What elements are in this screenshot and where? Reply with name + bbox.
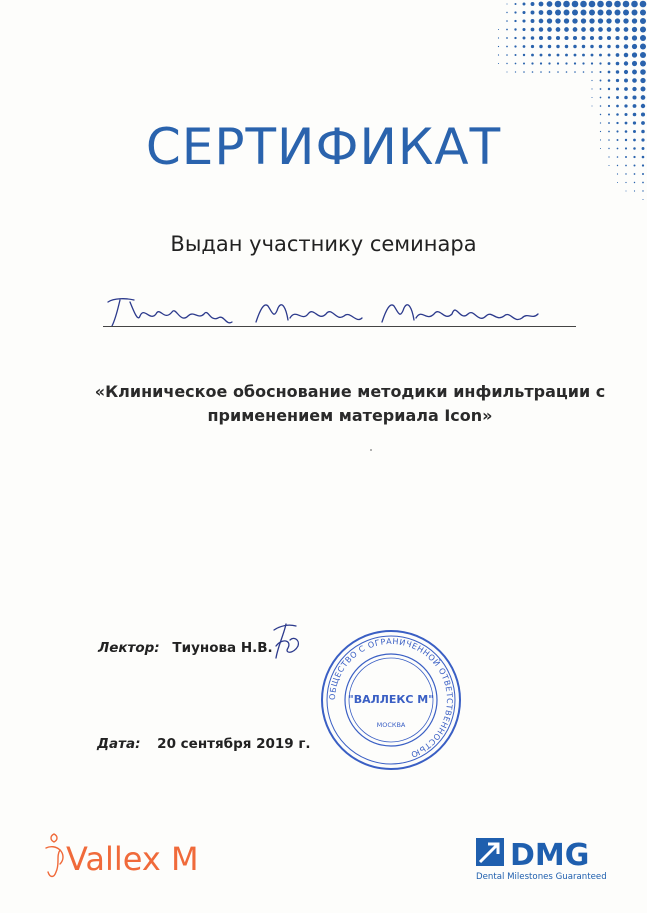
pattern-dot bbox=[563, 1, 570, 8]
pattern-dot bbox=[566, 71, 568, 73]
pattern-dot bbox=[564, 27, 569, 32]
pattern-dot bbox=[581, 36, 585, 40]
pattern-dot bbox=[539, 36, 543, 40]
pattern-dot bbox=[600, 80, 602, 82]
lecturer-row bbox=[98, 640, 273, 656]
pattern-dot bbox=[531, 45, 534, 48]
pattern-dot bbox=[607, 27, 612, 32]
pattern-dot bbox=[565, 54, 568, 57]
pattern-dot bbox=[640, 52, 646, 58]
date-label: Дата: bbox=[97, 736, 141, 752]
pattern-dot bbox=[597, 1, 604, 8]
pattern-dot bbox=[632, 10, 638, 16]
pattern-dot bbox=[600, 71, 602, 73]
pattern-dot bbox=[539, 45, 542, 48]
pattern-dot bbox=[506, 20, 508, 22]
pattern-dot bbox=[523, 71, 525, 73]
pattern-dot bbox=[625, 182, 626, 183]
pattern-dot bbox=[531, 2, 535, 6]
pattern-dot bbox=[632, 35, 637, 40]
pattern-dot bbox=[599, 62, 601, 64]
pattern-dot bbox=[556, 27, 561, 32]
pattern-dot bbox=[633, 104, 637, 108]
pattern-dot bbox=[600, 114, 601, 115]
vallex-logo bbox=[42, 828, 252, 884]
pattern-dot bbox=[531, 19, 535, 23]
pattern-dot bbox=[498, 63, 499, 64]
pattern-dot bbox=[556, 36, 560, 40]
pattern-dot bbox=[590, 45, 593, 48]
pattern-dot bbox=[581, 10, 587, 16]
pattern-dot bbox=[522, 11, 525, 14]
pattern-dot bbox=[531, 11, 535, 15]
pattern-dot bbox=[555, 10, 561, 16]
pattern-dot bbox=[616, 105, 619, 108]
pattern-dot bbox=[574, 71, 576, 73]
pattern-dot bbox=[624, 44, 628, 48]
pattern-dot bbox=[632, 44, 637, 49]
pattern-dot bbox=[642, 199, 643, 200]
pattern-dot bbox=[572, 10, 578, 16]
pattern-dot bbox=[547, 27, 552, 32]
pattern-dot bbox=[608, 105, 610, 107]
pattern-dot bbox=[615, 36, 619, 40]
pattern-dot bbox=[598, 36, 602, 40]
pattern-dot bbox=[632, 78, 637, 83]
certificate-subtitle: Выдан участнику семинара bbox=[170, 232, 477, 256]
pattern-dot bbox=[633, 113, 637, 117]
pattern-dot bbox=[640, 18, 646, 24]
pattern-dot bbox=[582, 62, 584, 64]
pattern-dot bbox=[591, 97, 592, 98]
pattern-dot bbox=[523, 54, 525, 56]
pattern-dot bbox=[624, 113, 627, 116]
pattern-dot bbox=[624, 61, 628, 65]
pattern-dot bbox=[624, 104, 627, 107]
pattern-dot bbox=[640, 9, 646, 15]
pattern-dot bbox=[632, 70, 637, 75]
pattern-dot bbox=[557, 54, 560, 57]
pattern-dot bbox=[555, 1, 562, 8]
pattern-dot bbox=[565, 62, 567, 64]
pattern-dot bbox=[548, 54, 551, 57]
pattern-dot bbox=[608, 96, 610, 98]
pattern-dot bbox=[540, 54, 543, 57]
pattern-dot bbox=[616, 53, 620, 57]
lecturer-signature bbox=[266, 618, 306, 668]
pattern-dot bbox=[608, 54, 611, 57]
pattern-dot bbox=[641, 112, 645, 116]
pattern-dot bbox=[589, 10, 595, 16]
pattern-dot bbox=[632, 61, 637, 66]
pattern-dot bbox=[539, 27, 543, 31]
pattern-dot bbox=[582, 54, 585, 57]
pattern-dot bbox=[555, 18, 560, 23]
pattern-dot bbox=[522, 19, 525, 22]
pattern-dot bbox=[642, 190, 643, 191]
pattern-dot bbox=[531, 54, 534, 57]
date-value: 20 сентября 2019 г. bbox=[157, 736, 311, 752]
pattern-dot bbox=[531, 62, 533, 64]
pattern-dot bbox=[557, 71, 559, 73]
pattern-dot bbox=[616, 87, 619, 90]
pattern-dot bbox=[582, 45, 585, 48]
pattern-dot bbox=[506, 29, 508, 31]
pattern-dot bbox=[640, 43, 646, 49]
company-stamp bbox=[316, 625, 466, 775]
stamp-center-text: "ВАЛЛЕКС М" bbox=[348, 693, 434, 706]
pattern-dot bbox=[608, 114, 610, 116]
pattern-dot bbox=[498, 46, 499, 47]
pattern-dot bbox=[632, 95, 636, 99]
pattern-dot bbox=[624, 36, 628, 40]
pattern-dot bbox=[498, 54, 499, 55]
pattern-dot bbox=[640, 78, 645, 83]
pattern-dot bbox=[523, 3, 526, 6]
pattern-dot bbox=[506, 46, 508, 48]
pattern-dot bbox=[592, 106, 593, 107]
dmg-logo bbox=[470, 834, 630, 886]
pattern-dot bbox=[640, 26, 646, 32]
pattern-dot bbox=[523, 45, 526, 48]
pattern-dot bbox=[614, 1, 621, 8]
pattern-dot bbox=[506, 54, 508, 56]
pattern-dot bbox=[539, 10, 544, 15]
pattern-dot bbox=[599, 54, 602, 57]
pattern-dot bbox=[514, 11, 516, 13]
pattern-dot bbox=[615, 18, 620, 23]
pattern-dot bbox=[548, 45, 551, 48]
pattern-dot bbox=[632, 27, 637, 32]
pattern-dot bbox=[574, 62, 576, 64]
vallex-logo-text: Vallex M bbox=[66, 840, 199, 878]
pattern-dot bbox=[623, 18, 628, 23]
pattern-dot bbox=[580, 1, 587, 8]
pattern-dot bbox=[539, 19, 544, 24]
pattern-dot bbox=[608, 71, 611, 74]
stamp-city: МОСКВА bbox=[376, 721, 406, 729]
pattern-dot bbox=[616, 96, 619, 99]
pattern-dot bbox=[549, 71, 551, 73]
pattern-dot bbox=[607, 45, 610, 48]
pattern-dot bbox=[625, 190, 626, 191]
pattern-dot bbox=[532, 71, 534, 73]
pattern-dot bbox=[591, 71, 593, 73]
lecturer-name: Тиунова Н.В. bbox=[172, 640, 273, 656]
pattern-dot bbox=[624, 96, 628, 100]
pattern-dot bbox=[616, 45, 620, 49]
pattern-dot bbox=[616, 62, 620, 66]
pattern-dot bbox=[607, 36, 611, 40]
pattern-dot bbox=[608, 62, 611, 65]
pattern-dot bbox=[590, 27, 595, 32]
pattern-dot bbox=[498, 29, 499, 30]
pattern-dot bbox=[624, 70, 628, 74]
dmg-square-icon bbox=[476, 838, 504, 866]
pattern-dot bbox=[547, 18, 552, 23]
lecturer-label: Лектор: bbox=[98, 640, 160, 656]
pattern-dot bbox=[608, 88, 610, 90]
pattern-dot bbox=[642, 182, 644, 184]
pattern-dot bbox=[616, 70, 619, 73]
pattern-dot bbox=[623, 10, 629, 16]
pattern-dot bbox=[522, 28, 525, 31]
pattern-dot bbox=[599, 45, 602, 48]
pattern-dot bbox=[632, 87, 636, 91]
pattern-dot bbox=[640, 1, 647, 8]
pattern-dot bbox=[640, 35, 646, 41]
pattern-dot bbox=[616, 79, 619, 82]
pattern-dot bbox=[573, 36, 577, 40]
pattern-dot bbox=[591, 62, 593, 64]
pattern-dot bbox=[624, 79, 628, 83]
pattern-dot bbox=[616, 113, 619, 116]
pattern-dot bbox=[640, 69, 646, 75]
pattern-dot bbox=[623, 1, 630, 8]
pattern-dot bbox=[591, 80, 592, 81]
pattern-dot bbox=[572, 18, 577, 23]
pattern-dot bbox=[540, 71, 542, 73]
pattern-dot bbox=[573, 45, 576, 48]
pattern-dot bbox=[515, 71, 516, 72]
pattern-dot bbox=[624, 53, 628, 57]
pattern-dot bbox=[514, 37, 516, 39]
pattern-dot bbox=[531, 28, 535, 32]
pattern-dot bbox=[591, 54, 594, 57]
pattern-dot bbox=[557, 62, 559, 64]
pattern-dot bbox=[608, 79, 611, 82]
pattern-dot bbox=[506, 63, 507, 64]
pattern-dot bbox=[523, 62, 525, 64]
certificate-title: СЕРТИФИКАТ bbox=[145, 118, 502, 176]
paper-speck bbox=[370, 449, 372, 451]
pattern-dot bbox=[514, 54, 516, 56]
pattern-dot bbox=[515, 63, 517, 65]
pattern-dot bbox=[540, 62, 542, 64]
pattern-dot bbox=[498, 37, 499, 38]
recipient-name-line bbox=[103, 326, 576, 327]
dmg-logo-text: DMG bbox=[510, 838, 590, 873]
pattern-dot bbox=[632, 18, 637, 23]
pattern-dot bbox=[590, 36, 594, 40]
pattern-dot bbox=[598, 10, 604, 16]
pattern-dot bbox=[600, 97, 602, 99]
pattern-dot bbox=[514, 20, 516, 22]
pattern-dot bbox=[624, 27, 629, 32]
pattern-dot bbox=[591, 88, 592, 89]
vallex-figure-icon bbox=[46, 834, 63, 877]
pattern-dot bbox=[565, 45, 568, 48]
pattern-dot bbox=[564, 36, 568, 40]
pattern-dot bbox=[634, 182, 635, 183]
pattern-dot bbox=[514, 45, 516, 47]
pattern-dot bbox=[548, 62, 550, 64]
pattern-dot bbox=[606, 18, 611, 23]
pattern-dot bbox=[547, 1, 553, 7]
date-row bbox=[97, 736, 311, 752]
pattern-dot bbox=[615, 10, 621, 16]
pattern-dot bbox=[547, 10, 553, 16]
pattern-dot bbox=[581, 27, 586, 32]
pattern-dot bbox=[641, 95, 646, 100]
pattern-dot bbox=[583, 71, 585, 73]
pattern-dot bbox=[640, 61, 646, 67]
pattern-dot bbox=[506, 3, 507, 4]
pattern-dot bbox=[589, 1, 596, 8]
pattern-dot bbox=[606, 1, 613, 8]
pattern-dot bbox=[506, 71, 507, 72]
course-title-line-1: «Клиническое обоснование методики инфильтрации с bbox=[94, 382, 606, 401]
pattern-dot bbox=[556, 45, 559, 48]
pattern-dot bbox=[641, 104, 645, 108]
pattern-dot bbox=[632, 52, 637, 57]
pattern-dot bbox=[564, 10, 570, 16]
pattern-dot bbox=[573, 27, 578, 32]
pattern-dot bbox=[634, 190, 635, 191]
pattern-dot bbox=[531, 36, 535, 40]
pattern-dot bbox=[514, 3, 516, 5]
pattern-dot bbox=[574, 54, 577, 57]
pattern-dot bbox=[514, 28, 516, 30]
pattern-dot bbox=[598, 27, 603, 32]
pattern-dot bbox=[606, 10, 612, 16]
pattern-dot bbox=[617, 182, 618, 183]
pattern-dot bbox=[564, 18, 569, 23]
pattern-dot bbox=[572, 1, 579, 8]
pattern-dot bbox=[506, 12, 507, 13]
decorative-dot-pattern bbox=[447, 0, 647, 215]
pattern-dot bbox=[589, 18, 594, 23]
pattern-dot bbox=[631, 1, 638, 8]
dmg-tagline: Dental Milestones Guaranteed bbox=[476, 872, 607, 882]
pattern-dot bbox=[600, 105, 602, 107]
pattern-dot bbox=[547, 36, 551, 40]
pattern-dot bbox=[581, 18, 586, 23]
pattern-dot bbox=[624, 87, 628, 91]
course-title bbox=[90, 380, 610, 428]
pattern-dot bbox=[615, 27, 620, 32]
course-title-line-2: применением материала Icon» bbox=[207, 406, 493, 425]
stamp-ring-text: ОБЩЕСТВО С ОГРАНИЧЕННОЙ ОТВЕТСТВЕННОСТЬЮ bbox=[327, 636, 455, 760]
pattern-dot bbox=[539, 2, 544, 7]
pattern-dot bbox=[523, 37, 526, 40]
pattern-dot bbox=[641, 87, 646, 92]
pattern-dot bbox=[506, 37, 508, 39]
pattern-dot bbox=[600, 88, 602, 90]
pattern-dot bbox=[598, 18, 603, 23]
